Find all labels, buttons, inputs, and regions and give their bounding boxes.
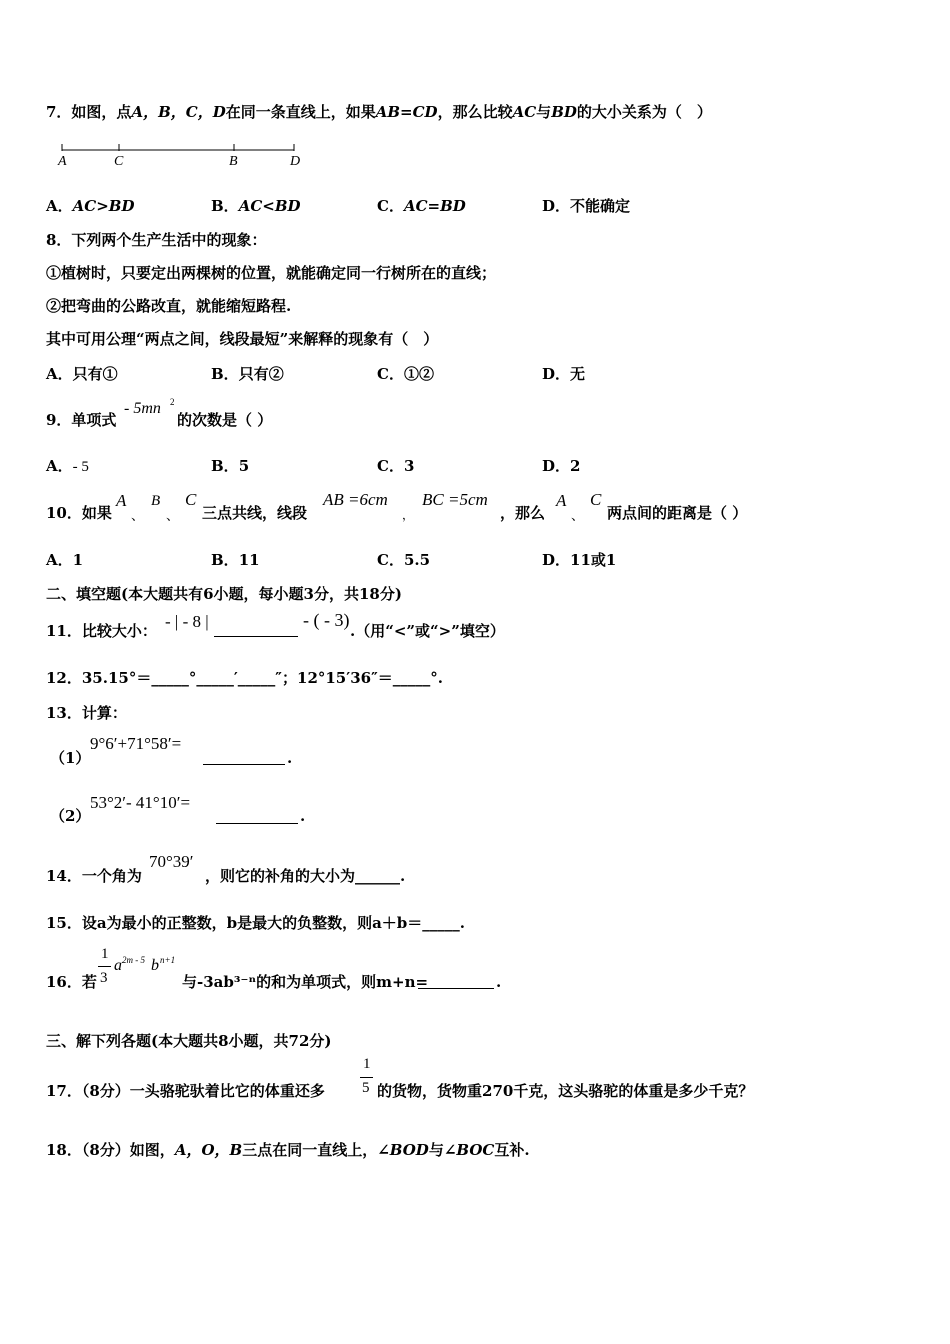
q13-part-2-end: .: [300, 807, 306, 825]
section-3-heading: 三、解下列各题(本大题共8小题，共72分): [46, 1032, 332, 1050]
q10-option-d: D．11或1: [542, 551, 617, 569]
q9-stem-tail: 的次数是（ ）: [177, 411, 273, 429]
q10-point-a-2: A: [556, 491, 567, 510]
q12-text: 12．35.15°＝_____°_____′_____″；12°15′36″＝_____°.: [46, 669, 444, 687]
q9-option-c: C．3: [377, 457, 415, 475]
q7-option-b: B．AC<BD: [211, 197, 301, 215]
q13-part-2-blank[interactable]: [216, 809, 298, 824]
q13-part-1-label: （1）: [50, 749, 91, 767]
q17-frac-bar: [360, 1077, 373, 1078]
q9-option-b: B．5: [211, 457, 250, 475]
q11-answer-blank[interactable]: [214, 622, 298, 637]
q7-stem: 7．如图，点A，B，C，D在同一条直线上，如果AB=CD，那么比较AC与BD的大小关系为（ ）: [46, 103, 712, 121]
q17-frac-num: 1: [363, 1056, 371, 1072]
q13-part-1-end: .: [287, 749, 293, 767]
q8-option-d: D．无: [542, 365, 586, 383]
q16-exp-b: n+1: [160, 955, 176, 965]
fig-label-a: A: [58, 154, 67, 169]
q14-angle: 70°39′: [149, 852, 194, 871]
section-2-heading: 二、填空题(本大题共有6小题，每小题3分，共18分): [46, 585, 402, 603]
q13-part-2-label: （2）: [50, 807, 91, 825]
q10-sep-3: 、: [571, 509, 585, 524]
q10-bc-length: BC =5cm: [422, 490, 488, 509]
q9-option-a: A．- 5: [46, 457, 89, 475]
q16-end: .: [496, 973, 502, 991]
q10-option-c: C．5.5: [377, 551, 431, 569]
q11-stem: 11．比较大小：: [46, 622, 157, 640]
q7-option-a: A．AC>BD: [46, 197, 135, 215]
q8-option-b: B．只有②: [211, 365, 284, 383]
q11-right-expr: - ( - 3): [303, 610, 350, 630]
q13-stem: 13．计算：: [46, 704, 127, 722]
q10-sep-2: 、: [166, 509, 180, 524]
q11-tail: .（用“<”或“>”填空）: [350, 622, 505, 640]
q8-item-1: ①植树时，只要定出两棵树的位置，就能确定同一行树所在的直线；: [46, 264, 497, 282]
q16-exp-a: 2m - 5: [122, 955, 145, 965]
q10-stem-2: 三点共线，线段: [202, 504, 308, 522]
q10-point-c: C: [185, 490, 197, 509]
q15-text: 15．设a为最小的正整数，b是最大的负整数，则a＋b＝_____.: [46, 914, 466, 932]
q8-option-a: A．只有①: [46, 365, 118, 383]
q9-monomial: - 5mn: [124, 400, 161, 417]
q10-point-a: A: [116, 491, 127, 510]
q16-answer-blank[interactable]: [418, 974, 494, 989]
q9-exponent: 2: [170, 397, 175, 407]
q16-base-a: a: [114, 957, 122, 974]
fig-label-c: C: [114, 154, 124, 169]
q11-left-expr: - | - 8 |: [165, 612, 209, 631]
q10-point-b: B: [151, 493, 161, 509]
q16-stem: 16．若: [46, 973, 97, 991]
q14-tail: ，则它的补角的大小为______.: [205, 867, 406, 885]
q17-tail: 的货物，货物重270千克，这头骆驼的体重是多少千克？: [377, 1082, 754, 1100]
fig-label-d: D: [290, 154, 301, 169]
q9-option-d: D．2: [542, 457, 581, 475]
q17-frac-den: 5: [362, 1080, 370, 1096]
q10-ab-length: AB =6cm: [323, 490, 388, 509]
q18-text: 18．（8分）如图，A，O，B三点在同一直线上，∠BOD与∠BOC互补.: [46, 1141, 530, 1159]
q16-frac-bar: [98, 966, 111, 967]
q8-option-c: C．①②: [377, 365, 434, 383]
q14-stem: 14．一个角为: [46, 867, 142, 885]
q10-stem: 10．如果: [46, 504, 112, 522]
q9-stem: 9．单项式: [46, 411, 117, 429]
q10-stem-3: ，那么: [500, 504, 546, 522]
q13-part-1-blank[interactable]: [203, 750, 285, 765]
q16-tail: 与-3ab³⁻ⁿ的和为单项式，则m+n=: [182, 973, 429, 991]
q10-comma: ，: [402, 508, 415, 522]
q16-frac-num: 1: [101, 946, 109, 962]
q8-question: 其中可用公理“两点之间，线段最短”来解释的现象有（ ）: [46, 330, 439, 348]
q13-part-2-expr: 53°2′- 41°10′=: [90, 793, 191, 812]
q10-option-a: A．1: [46, 551, 84, 569]
q7-option-c: C．AC=BD: [377, 197, 466, 215]
q8-stem: 8．下列两个生产生活中的现象：: [46, 231, 267, 249]
q10-sep-1: 、: [131, 509, 145, 524]
fig-label-b: B: [229, 154, 238, 169]
q7-line-figure: [52, 138, 312, 172]
q7-option-d: D．不能确定: [542, 197, 631, 215]
q10-point-c-2: C: [590, 490, 602, 509]
q17-stem: 17．（8分）一头骆驼驮着比它的体重还多: [46, 1082, 325, 1100]
q16-frac-den: 3: [100, 970, 108, 986]
q8-item-2: ②把弯曲的公路改直，就能缩短路程.: [46, 297, 292, 315]
q13-part-1-expr: 9°6′+71°58′=: [90, 734, 182, 753]
q16-base-b: b: [151, 957, 159, 974]
q10-option-b: B．11: [211, 551, 260, 569]
q10-stem-4: 两点间的距离是（ ）: [607, 504, 748, 522]
